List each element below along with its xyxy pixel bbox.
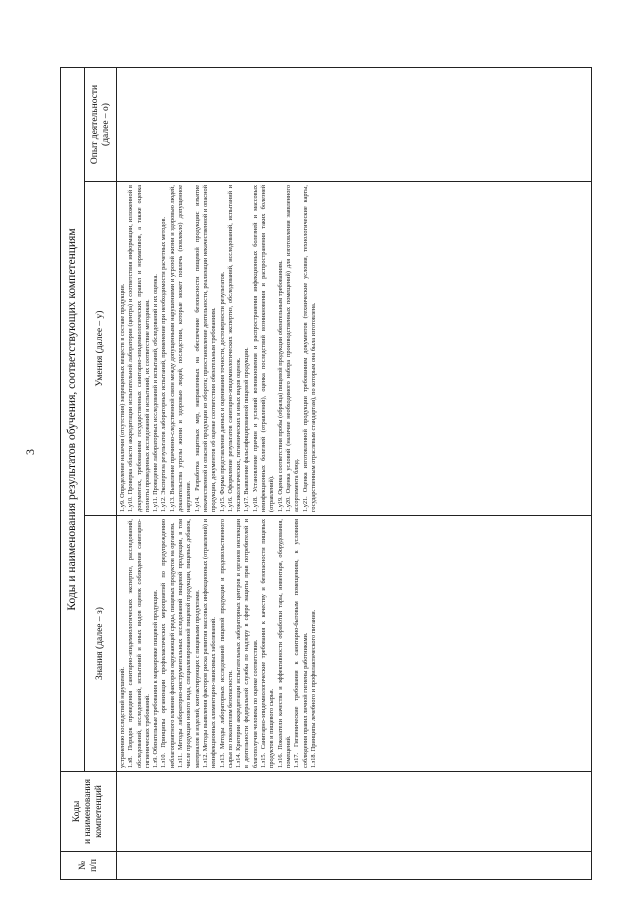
- cell-knowledge: [117, 516, 592, 772]
- cell-codes: [117, 772, 592, 852]
- competency-table: [60, 67, 592, 880]
- cell-experience: [117, 67, 592, 181]
- skill-item: 1.у16. Оформление результатов санитарно-эпидемиологических экспертиз, обследований, исследований, испытаний и токсикологических, гигиенических и иных видов оценок.: [226, 185, 243, 512]
- header-experience: Опыт деятельности (далее – о): [85, 67, 117, 181]
- skill-item: 1.у12. Экспертиза результатов лабораторных испытаний, применение при необходимости расчетных методов.: [160, 216, 168, 512]
- cell-skills: [117, 182, 592, 516]
- header-results-title: Коды и наименования результатов обучения, соответствующих компетенциям: [61, 67, 85, 771]
- knowledge-item: 1.з15. Санитарно-эпидемиологические требования к качеству и безопасности пищевых продуктов и пищевого сырья.: [260, 519, 276, 768]
- skill-item: 1.у9. Определение наличия (отсутствия) запрещенных веществ в составе продукции.: [119, 283, 126, 512]
- skill-item: 1.у11. Проведение лабораторных исследований и испытаний, обследований и их оценка.: [152, 274, 160, 512]
- knowledge-item: 1.з17. Гигиенические требования к санитарно-бытовым помещениям, к условиям соблюдения правил личной гигиены работниками.: [293, 519, 309, 768]
- knowledge-item: 1.з16. Показатели качества и эффективности обработки тары, инвентаря, оборудования, помещений.: [276, 519, 292, 768]
- knowledge-item: 1.з10. Принципы организации профилактических мероприятий по предупреждению неблагоприятного влияния факторов окружающей среды, пищевых продуктов на организм.: [160, 519, 176, 768]
- page-number: 3: [23, 449, 37, 455]
- header-number: № п/п: [61, 852, 117, 880]
- header-skills: Умения (далее – у): [85, 182, 117, 516]
- header-knowledge: Знания (далее – з): [85, 516, 117, 772]
- skill-item: 1.у21. Оценка изготовленной продукции требованиям документов (технические условия, технологические карты, государственным отраслевым стандартам), по которым она была изготовлена.: [301, 185, 317, 512]
- skill-item: 1.у17. Выявление фальсифицированной пищевой продукции.: [243, 347, 251, 512]
- skill-item: 1.у14. Разработка защитных мер, направленных на обеспечение безопасности пищевой продукции: изъятие некачественной и опасной продукции из оборота; приостановление деятельности, реализации некачественной и опасной продукции, документов об оценке соответствия обязательным требованиям.: [193, 185, 218, 512]
- skill-item: 1.у13. Выявление причинно-следственной связи между допущенными нарушениями и угрозой жизни и здоровью людей, доказательства угрозы жизни и здоровью людей, последствия, которые может повлечь (повлекло) допущенное нарушение.: [168, 185, 193, 512]
- knowledge-item: устранению последствий нарушений.: [119, 667, 126, 768]
- skill-item: 1.у18. Установление причин и условий возникновения и распространения инфекционных болезней и массовых неинфекционных болезней (отравлений), оценка последствий возникновения и распространения таких болезней (отравлений).: [251, 185, 276, 512]
- skill-item: 1.у15. Формы представления данных и оценивания точности, достоверности результатов.: [218, 271, 226, 512]
- skill-item: 1.у10. Проверка области аккредитации испытательной лаборатории (центра) и соответствия информации, изложенной в документах, требованиям государственных санитарно-эпидемиологических правил и нормативов, а также оценка полноты проведенных исследований и испытаний, их соответствие методикам.: [127, 185, 151, 512]
- knowledge-item: 1.з9. Обязательные требования к маркировке пищевой продукции.: [152, 589, 160, 768]
- cell-number: [117, 852, 592, 880]
- knowledge-item: 1.з13. Методы лабораторных исследований пищевой продукции и продовольственного сырья по показателям безопасности.: [218, 519, 234, 768]
- competency-table-rotated: [60, 68, 592, 880]
- header-codes: Коды и наименования компетенций: [61, 772, 117, 852]
- knowledge-item: 1.з18. Принципы лечебного и профилактического питания.: [309, 609, 317, 768]
- table-row: [117, 67, 592, 879]
- knowledge-item: 1.з8. Порядок проведения санитарно-эпидемиологических экспертиз, расследований, обследований, исследований, испытаний и иных видов оценок соблюдения санитарно-гигиенических требований.: [127, 519, 151, 768]
- skill-item: 1.у19. Оценка соответствия пробы (образца) пищевой продукции обязательным требованиям.: [276, 260, 284, 512]
- knowledge-item: 1.з11. Методы лабораторно-инструментальных исследований пищевой продукции, в том числе продукции нового вида, специализированной пищевой продукции, пищевых добавок, материалов и изделий, контактирующих с пищевыми продуктами.: [177, 519, 201, 768]
- knowledge-item: 1.з14. Критерии аккредитации испытательных лабораторных центров и органов инспекции в деятельности федеральной службы по надзору в сфере защиты прав потребителей и благополучия человека по оценке соответствия.: [235, 519, 259, 768]
- knowledge-item: 1.з12. Методы выявления факторов риска развития массовых инфекционных (отравлений) и неинфекционных алиментарно-зависимых заболеваний.: [201, 519, 218, 768]
- skill-item: 1.у20. Оценка условий (наличие необходимого набора производственных помещений) для изготовления заявленного ассортимента блюд.: [284, 185, 301, 512]
